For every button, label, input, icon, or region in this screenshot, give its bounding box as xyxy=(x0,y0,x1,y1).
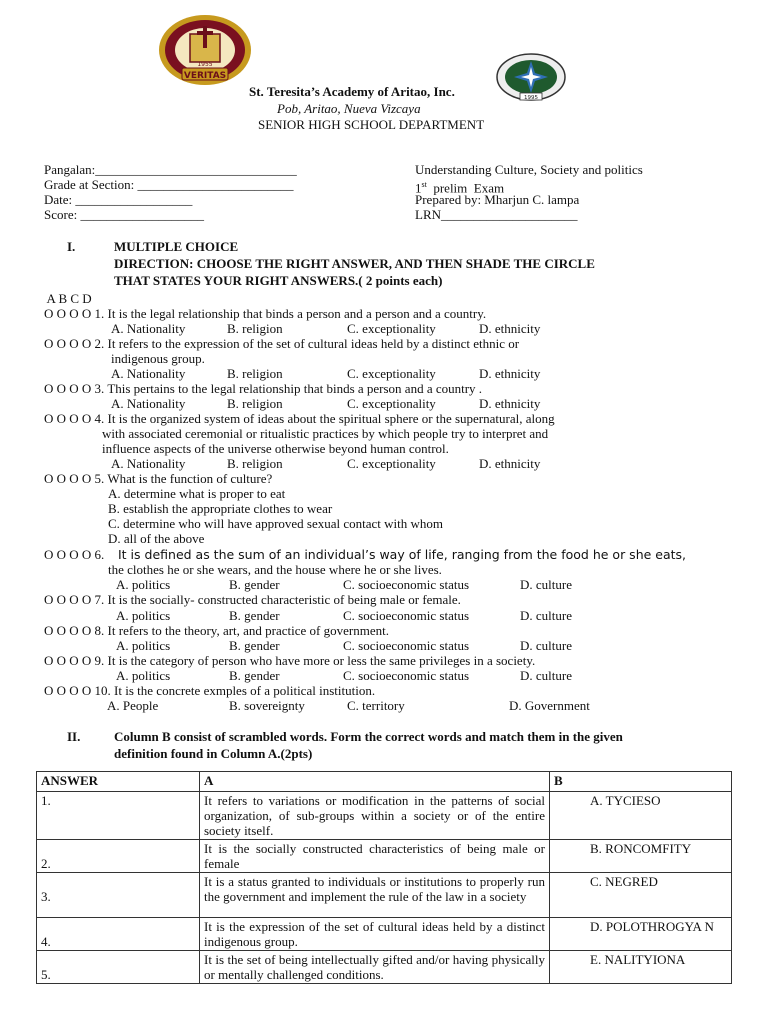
q10-choice-d: D. Government xyxy=(509,698,590,713)
question-7: O O O O 7. It is the socially- constructed characteristic of being male or female. xyxy=(44,592,461,607)
q7-choice-b: B. gender xyxy=(229,608,280,623)
q2-choice-c: C. exceptionality xyxy=(347,366,436,381)
table-row xyxy=(37,792,732,840)
grade-section-field: Grade at Section: ________________________ xyxy=(44,177,294,192)
q9-choice-d: D. culture xyxy=(520,668,572,683)
part2-direction: Column B consist of scrambled words. Form the correct words and match them in the given xyxy=(114,729,623,744)
part1-title: MULTIPLE CHOICE xyxy=(114,239,239,254)
subject-title: Understanding Culture, Society and politics xyxy=(415,162,643,177)
q7-choice-c: C. socioeconomic status xyxy=(343,608,470,623)
question-6: It is defined as the sum of an individual’s way of life, ranging from the food he or she eats, xyxy=(118,547,687,562)
q8-choice-c: C. socioeconomic status xyxy=(343,638,470,653)
header-column-a: A xyxy=(200,772,550,792)
part1-direction: DIRECTION: CHOOSE THE RIGHT ANSWER, AND THEN SHADE THE CIRCLE xyxy=(114,256,595,271)
answer-cell[interactable]: 4. xyxy=(37,918,200,951)
question-9: O O O O 9. It is the category of person who have more or less the same privileges in a society. xyxy=(44,653,536,668)
school-seal-logo xyxy=(158,14,252,86)
q3-choice-b: B. religion xyxy=(227,396,283,411)
answer-cell[interactable]: 2. xyxy=(37,840,200,873)
question-4-cont-2: influence aspects of the universe otherwise beyond human control. xyxy=(102,441,449,456)
definition-cell: It is a status granted to individuals or institutions to properly run the government and implement the rule of the law in a society xyxy=(200,873,550,918)
q9-choice-b: B. gender xyxy=(229,668,280,683)
q6-choice-a: A. politics xyxy=(116,577,171,592)
seal-motto: VERITAS xyxy=(183,71,227,81)
q4-choice-d: D. ethnicity xyxy=(479,456,541,471)
q4-choice-c: C. exceptionality xyxy=(347,456,436,471)
q5-choice-b: B. establish the appropriate clothes to wear xyxy=(108,501,333,516)
q6-choice-d: D. culture xyxy=(520,577,572,592)
lrn-field: LRN_____________________ xyxy=(415,207,578,222)
q8-choice-b: B. gender xyxy=(229,638,280,653)
name-field: Pangalan:_______________________________ xyxy=(44,162,297,177)
question-6-number: O O O O 6. xyxy=(44,547,105,562)
part2-direction-2: definition found in Column A.(2pts) xyxy=(114,746,313,761)
department: SENIOR HIGH SCHOOL DEPARTMENT xyxy=(258,117,485,132)
q3-choice-d: D. ethnicity xyxy=(479,396,541,411)
q1-choice-b: B. religion xyxy=(227,321,283,336)
association-year: 1995 xyxy=(524,95,538,101)
q5-choice-a: A. determine what is proper to eat xyxy=(108,486,286,501)
part2-numeral: II. xyxy=(67,729,81,744)
q8-choice-a: A. politics xyxy=(116,638,171,653)
answer-cell[interactable]: 3. xyxy=(37,873,200,918)
q1-choice-c: C. exceptionality xyxy=(347,321,436,336)
date-field: Date: __________________ xyxy=(44,192,193,207)
definition-cell: It is the set of being intellectually gifted and/or having physically or mentally challenged conditions. xyxy=(200,951,550,984)
question-6-cont: the clothes he or she wears, and the house where he or she lives. xyxy=(108,562,442,577)
q7-choice-d: D. culture xyxy=(520,608,572,623)
definition-cell: It is the expression of the set of cultural ideas held by a distinct indigenous group. xyxy=(200,918,550,951)
scrambled-word-cell: B. RONCOMFITY xyxy=(550,840,732,873)
school-name: St. Teresita’s Academy of Aritao, Inc. xyxy=(249,84,455,99)
answer-cell[interactable]: 5. xyxy=(37,951,200,984)
q3-choice-c: C. exceptionality xyxy=(347,396,436,411)
q1-choice-d: D. ethnicity xyxy=(479,321,541,336)
q10-choice-c: C. territory xyxy=(347,698,405,713)
scrambled-word-cell: E. NALITYIONA xyxy=(550,951,732,984)
school-address: Pob, Aritao, Nueva Vizcaya xyxy=(277,101,421,116)
q5-choice-c: C. determine who will have approved sexual contact with whom xyxy=(108,516,444,531)
scrambled-word-cell: D. POLOTHROGYA N xyxy=(550,918,732,951)
association-logo xyxy=(496,53,566,101)
question-5: O O O O 5. What is the function of culture? xyxy=(44,471,273,486)
score-field: Score: ___________________ xyxy=(44,207,204,222)
table-row xyxy=(37,873,732,918)
scrambled-word-cell: C. NEGRED xyxy=(550,873,732,918)
table-row xyxy=(37,918,732,951)
q6-choice-c: C. socioeconomic status xyxy=(343,577,470,592)
question-2: O O O O 2. It refers to the expression of the set of cultural ideas held by a distinct ethnic or xyxy=(44,336,520,351)
header-answer: ANSWER xyxy=(37,772,200,792)
q3-choice-a: A. Nationality xyxy=(111,396,186,411)
question-2-cont: indigenous group. xyxy=(111,351,205,366)
question-10: O O O O 10. It is the concrete exmples of a political institution. xyxy=(44,683,376,698)
q10-choice-b: B. sovereignty xyxy=(229,698,305,713)
part1-numeral: I. xyxy=(67,239,76,254)
table-header-row xyxy=(37,772,732,792)
definition-cell: It refers to variations or modification in the patterns of social organization, of sub-groups within a society or of the entire society itself. xyxy=(200,792,550,840)
q4-choice-a: A. Nationality xyxy=(111,456,186,471)
question-3: O O O O 3. This pertains to the legal relationship that binds a person and a country . xyxy=(44,381,483,396)
exam-label: 1st prelim Exam xyxy=(415,180,505,196)
q6-choice-b: B. gender xyxy=(229,577,280,592)
table-row xyxy=(37,840,732,873)
answer-cell[interactable]: 1. xyxy=(37,792,200,840)
part1-direction-2: THAT STATES YOUR RIGHT ANSWERS.( 2 points each) xyxy=(114,273,443,288)
answer-key-header: A B C D xyxy=(44,291,92,306)
header-column-b: B xyxy=(550,772,732,792)
q7-choice-a: A. politics xyxy=(116,608,171,623)
question-8: O O O O 8. It refers to the theory, art, and practice of government. xyxy=(44,623,389,638)
prepared-by: Prepared by: Mharjun C. lampa xyxy=(415,192,580,207)
question-4-cont: with associated ceremonial or ritualistic practices by which people try to interpret and xyxy=(102,426,549,441)
scrambled-word-cell: A. TYCIESO xyxy=(550,792,732,840)
q2-choice-d: D. ethnicity xyxy=(479,366,541,381)
q9-choice-c: C. socioeconomic status xyxy=(343,668,470,683)
table-row xyxy=(37,951,732,984)
q1-choice-a: A. Nationality xyxy=(111,321,186,336)
q8-choice-d: D. culture xyxy=(520,638,572,653)
q2-choice-b: B. religion xyxy=(227,366,283,381)
q2-choice-a: A. Nationality xyxy=(111,366,186,381)
seal-year: 1955 xyxy=(197,61,213,68)
q10-choice-a: A. People xyxy=(107,698,159,713)
definition-cell: It is the socially constructed characteristics of being male or female xyxy=(200,840,550,873)
question-4: O O O O 4. It is the organized system of ideas about the spiritual sphere or the supernatural, along xyxy=(44,411,555,426)
q5-choice-d: D. all of the above xyxy=(108,531,205,546)
q4-choice-b: B. religion xyxy=(227,456,283,471)
q9-choice-a: A. politics xyxy=(116,668,171,683)
matching-table xyxy=(36,771,732,984)
question-1: O O O O 1. It is the legal relationship that binds a person and a person and a country. xyxy=(44,306,487,321)
